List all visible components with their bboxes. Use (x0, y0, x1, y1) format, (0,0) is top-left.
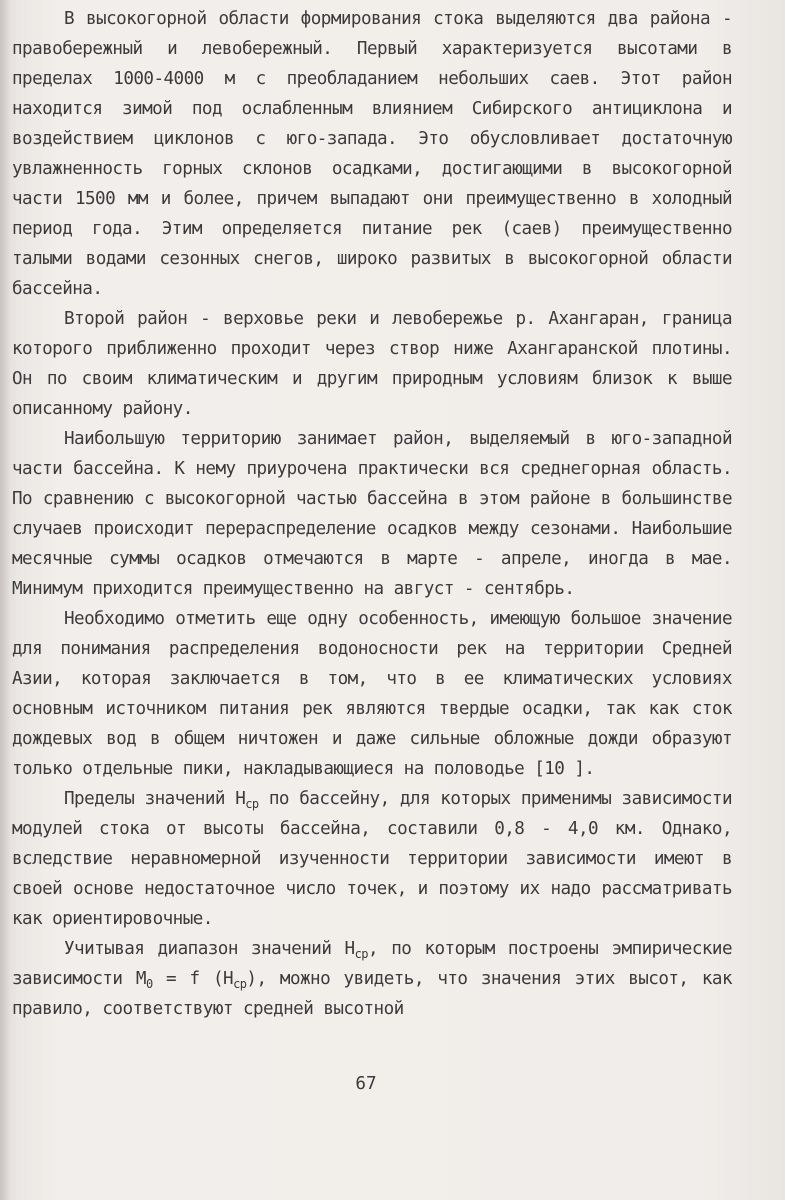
para5-text-after: по бассейну, для которых применимы зависимости модулей стока от высоты бассейна, составили 0,8 - 4,0 км. Однако, вследствие неравномерной изученности территории зависимости имеют в своей основе недостаточное число точек, и поэтому их надо рассматривать как ориентировочные. (12, 789, 732, 929)
subscript-cp: ср (245, 797, 259, 811)
subscript-zero: 0 (145, 977, 153, 991)
para5-text-before: Пределы значений H (64, 789, 246, 809)
para6-part3: = f (H (152, 969, 234, 989)
body-text (12, 4, 732, 1024)
subscript-cp: ср (354, 947, 368, 961)
para6-part1: Учитывая диапазон значений H (64, 939, 355, 959)
subscript-cp: ср (233, 977, 247, 991)
paragraph-empirical-dependencies (12, 934, 732, 1024)
page-number: 67 (355, 1074, 377, 1094)
paragraph-southwest-district: Наибольшую территорию занимает район, выделяемый в юго-западной части бассейна. К нему приурочена практически вся среднегорная область. По сравнению с высокогорной частью бассейна в этом районе в большинстве случаев происходит перераспределение осадков между сезонами. Наибольшие месячные суммы осадков отмечаются в марте - апреле, иногда в мае. Минимум приходится преимущественно на август - сентябрь. (12, 429, 732, 599)
paragraph-high-mountain-zone: В высокогорной области формирования стока выделяются два района - правобережный и левобережный. Первый характеризуется высотами в пределах 1000-4000 м с преобладанием небольших саев. Этот район находится зимой под ослабленным влиянием Сибирского антициклона и воздействием циклонов с юго-запада. Это обусловливает достаточную увлажненность горных склонов осадками, достигающими в высокогорной части 1500 мм и более, причем выпадают они преимущественно в холодный период года. Этим определяется питание рек (саев) преимущественно талыми водами сезонных снегов, широко развитых в высокогорной области бассейна. (12, 9, 732, 299)
paragraph-height-range (12, 784, 732, 934)
para6-part4: ), можно увидеть, что значения этих высот, как правило, соответствуют средней высотной (12, 969, 733, 1019)
para6-part2: , по которым построены эмпирические зависимости M (12, 939, 733, 989)
paragraph-solid-precipitation: Необходимо отметить еще одну особенность, имеющую большое значение для понимания распределения водоносности рек на территории Средней Азии, которая заключается в том, что в ее климатических условиях основным источником питания рек являются твердые осадки, так как сток дождевых вод в общем ничтожен и даже сильные обложные дожди образуют только отдельные пики, накладывающиеся на половодье [10 ]. (12, 609, 732, 779)
paragraph-second-district: Второй район - верховье реки и левобережье р. Ахангаран, граница которого приближенно проходит через створ ниже Ахангаранской плотины. Он по своим климатическим и другим природным условиям близок к выше описанному району. (12, 309, 732, 419)
